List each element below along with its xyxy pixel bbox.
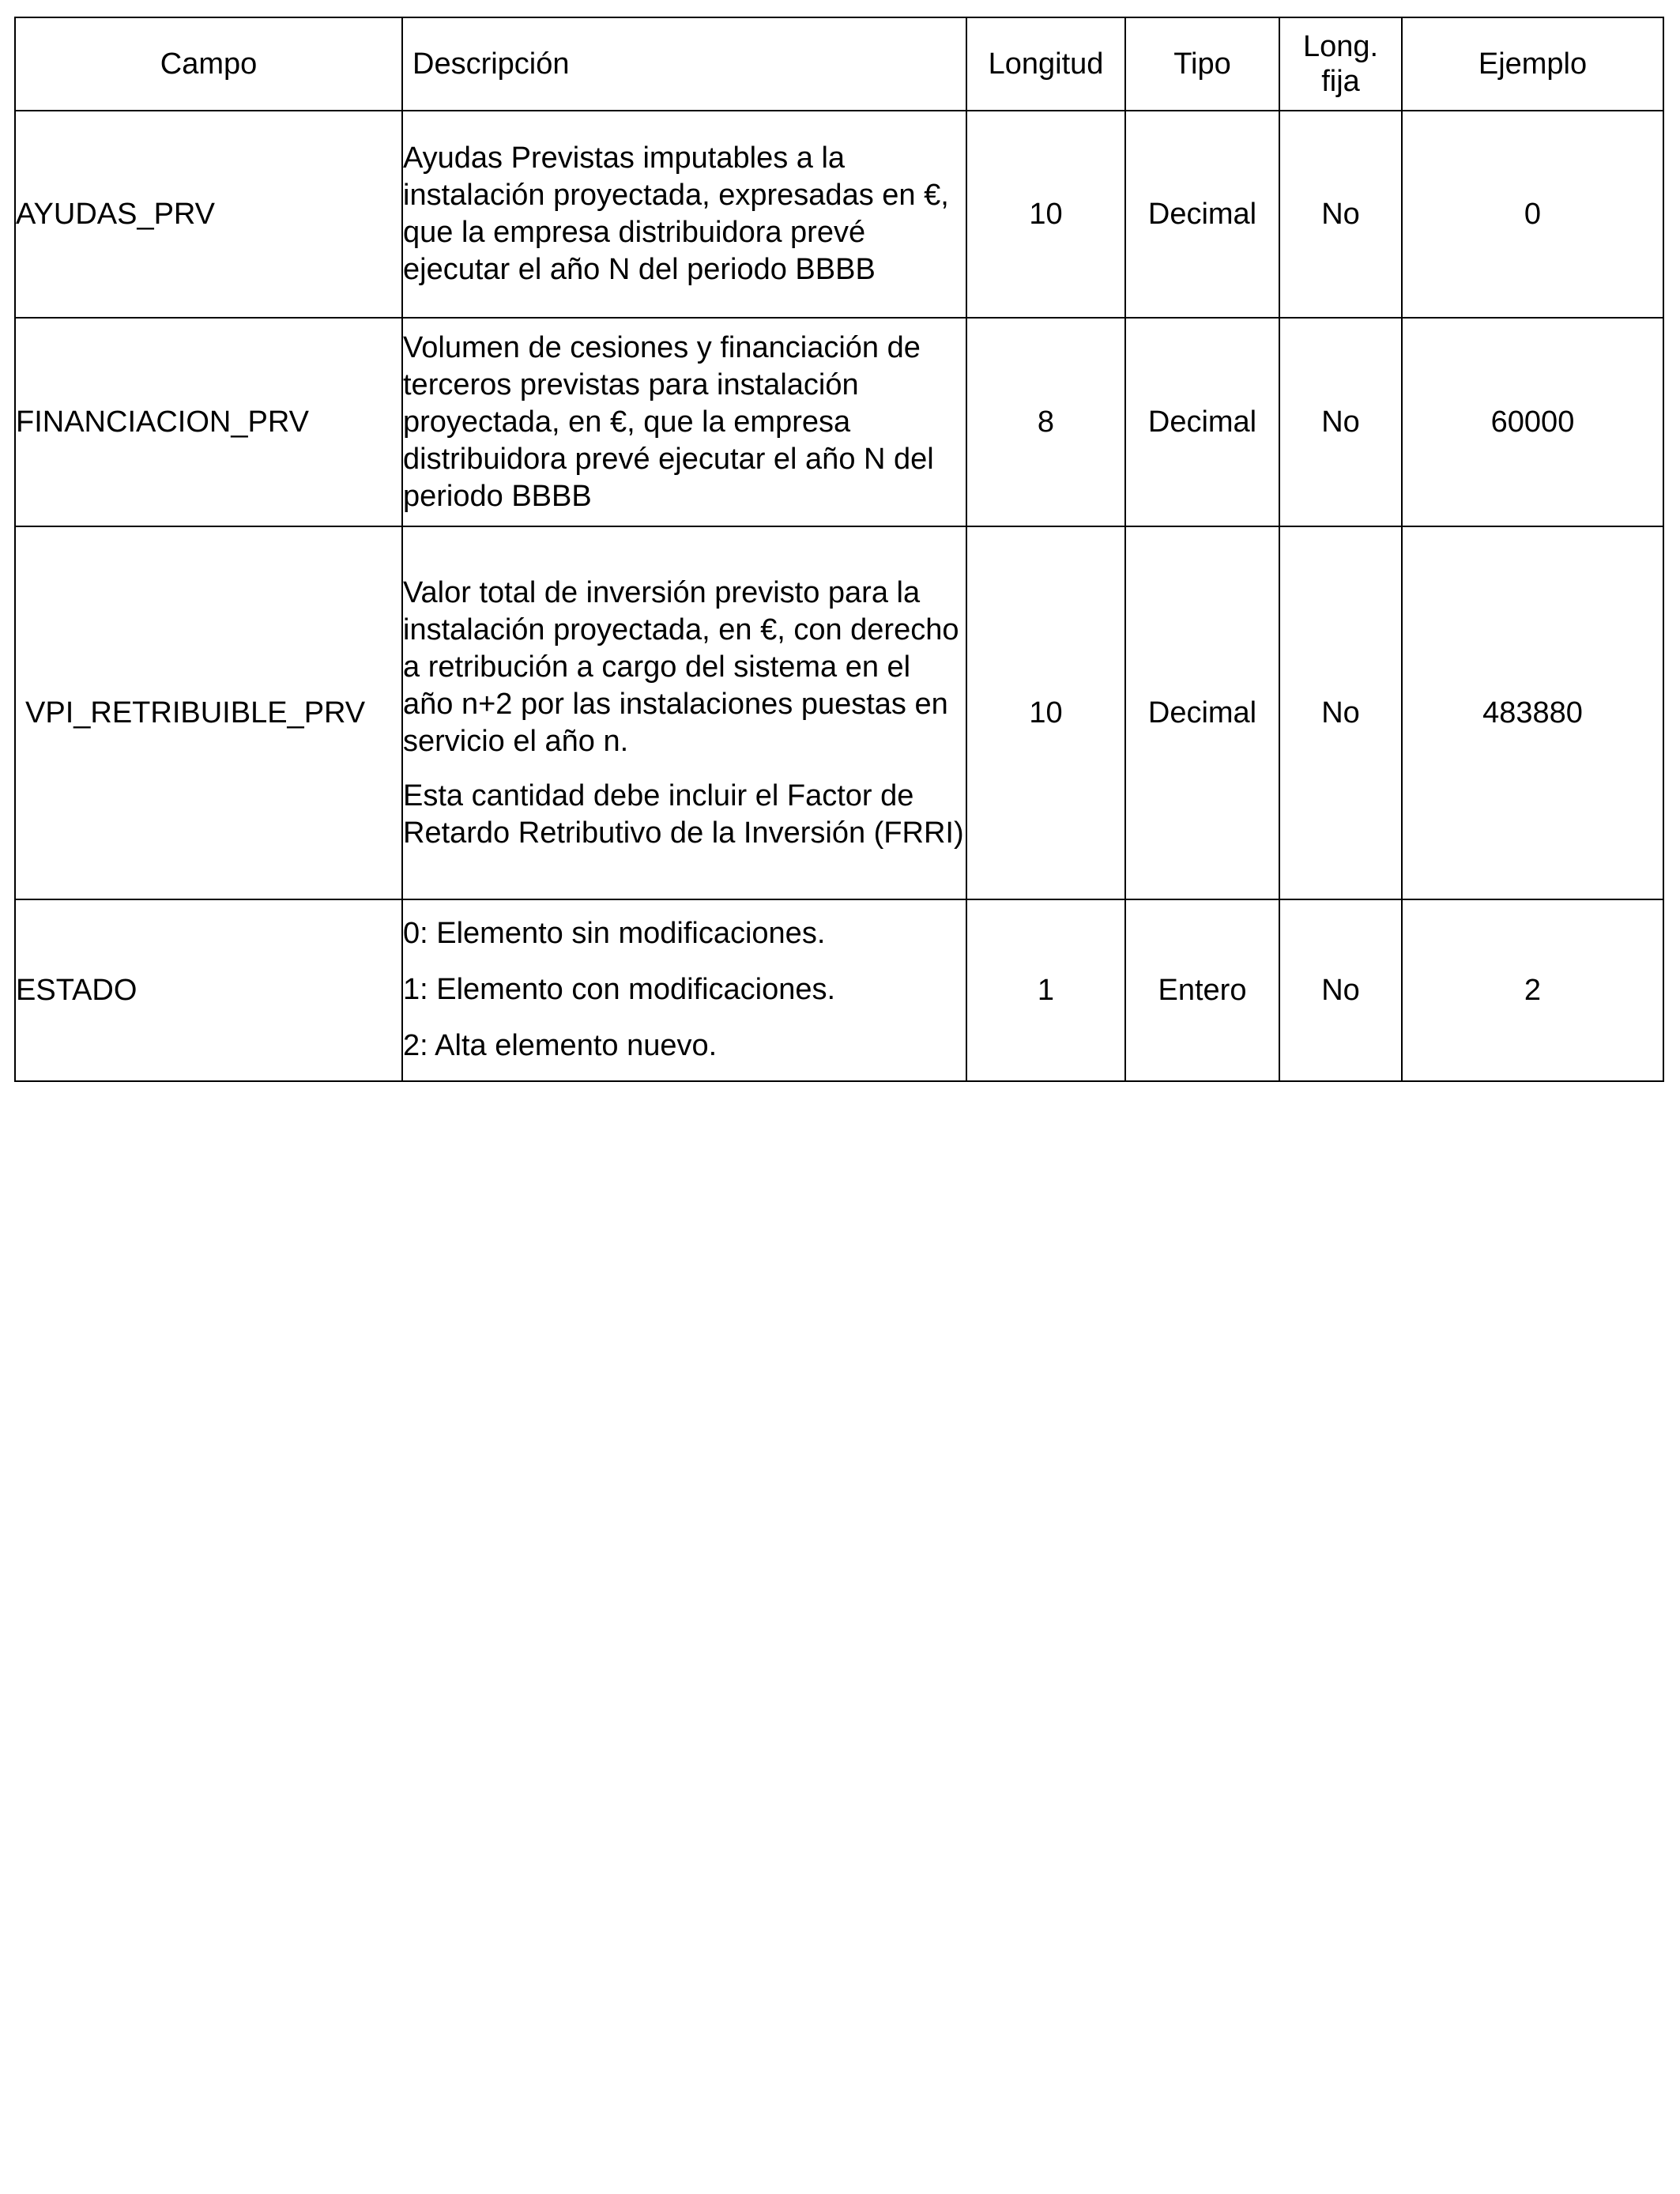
descripcion-paragraph: Volumen de cesiones y financiación de terceros previstas para instalación proyectada, en €, que la empresa distribuidora prevé ejecutar el año N del periodo BBBB xyxy=(403,330,934,513)
cell-campo: ESTADO xyxy=(15,899,402,1081)
header-campo: Campo xyxy=(15,17,402,111)
cell-ejemplo: 483880 xyxy=(1402,526,1663,899)
header-long-fija xyxy=(1279,17,1402,111)
cell-long-fija: No xyxy=(1279,526,1402,899)
table-header xyxy=(15,17,1663,111)
field-spec-table xyxy=(14,17,1664,1082)
cell-long-fija: No xyxy=(1279,318,1402,526)
cell-tipo: Decimal xyxy=(1125,318,1279,526)
cell-longitud: 8 xyxy=(966,318,1125,526)
table-row xyxy=(15,111,1663,318)
cell-long-fija: No xyxy=(1279,111,1402,318)
cell-longitud: 10 xyxy=(966,526,1125,899)
cell-descripcion xyxy=(402,318,966,526)
cell-tipo: Entero xyxy=(1125,899,1279,1081)
cell-descripcion xyxy=(402,899,966,1081)
descripcion-paragraph: 1: Elemento con modificaciones. xyxy=(403,972,836,1006)
header-ejemplo: Ejemplo xyxy=(1402,17,1663,111)
cell-longitud: 1 xyxy=(966,899,1125,1081)
header-tipo: Tipo xyxy=(1125,17,1279,111)
table-body xyxy=(15,111,1663,1081)
cell-campo: FINANCIACION_PRV xyxy=(15,318,402,526)
descripcion-paragraph: Esta cantidad debe incluir el Factor de Retardo Retributivo de la Inversión (FRRI) xyxy=(403,778,964,850)
header-descripcion: Descripción xyxy=(402,17,966,111)
table-row xyxy=(15,526,1663,899)
header-row xyxy=(15,17,1663,111)
descripcion-paragraph: Ayudas Previstas imputables a la instalación proyectada, expresadas en €, que la empresa distribuidora prevé ejecutar el año N del periodo BBBB xyxy=(403,141,949,286)
descripcion-paragraph: 0: Elemento sin modificaciones. xyxy=(403,916,826,950)
cell-ejemplo: 60000 xyxy=(1402,318,1663,526)
cell-tipo: Decimal xyxy=(1125,526,1279,899)
cell-descripcion xyxy=(402,111,966,318)
descripcion-paragraph: Valor total de inversión previsto para la instalación proyectada, en €, con derecho a retribución a cargo del sistema en el año n+2 por las instalaciones puestas en servicio el año n. xyxy=(403,575,959,758)
cell-longitud: 10 xyxy=(966,111,1125,318)
descripcion-paragraph: 2: Alta elemento nuevo. xyxy=(403,1028,718,1062)
header-longitud: Longitud xyxy=(966,17,1125,111)
cell-descripcion xyxy=(402,526,966,899)
header-long-fija-text: Long. fija xyxy=(1302,30,1379,98)
cell-campo: VPI_RETRIBUIBLE_PRV xyxy=(15,526,402,899)
cell-tipo: Decimal xyxy=(1125,111,1279,318)
table-row xyxy=(15,899,1663,1081)
cell-campo: AYUDAS_PRV xyxy=(15,111,402,318)
cell-ejemplo: 0 xyxy=(1402,111,1663,318)
cell-long-fija: No xyxy=(1279,899,1402,1081)
table-row xyxy=(15,318,1663,526)
cell-ejemplo: 2 xyxy=(1402,899,1663,1081)
